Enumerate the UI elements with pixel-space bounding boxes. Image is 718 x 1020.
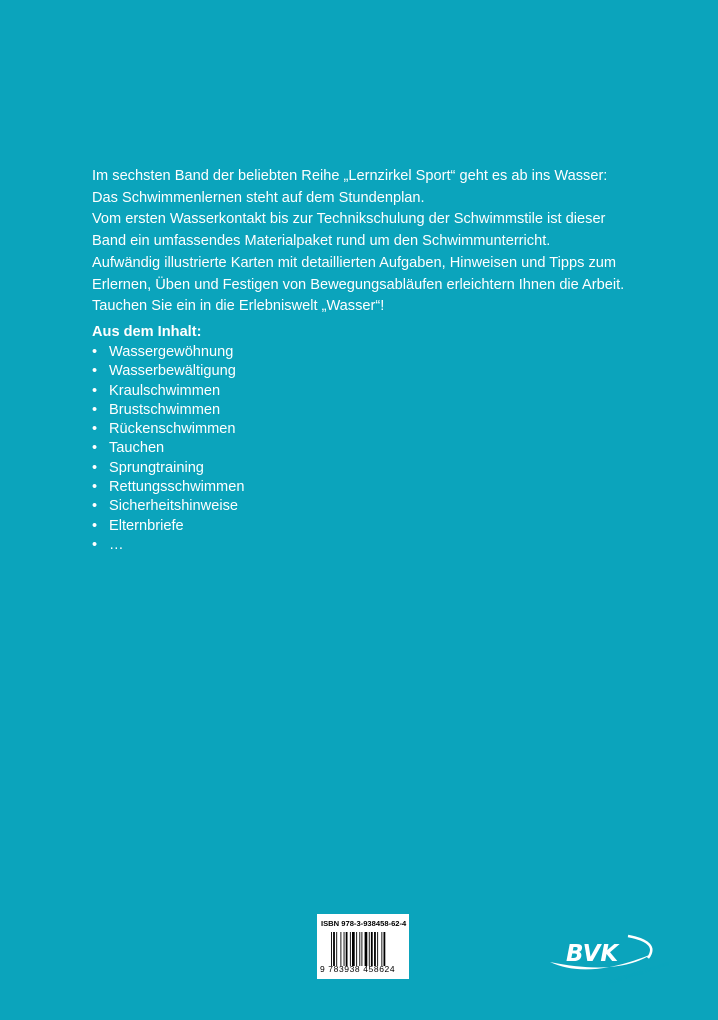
list-item: • Kraulschwimmen xyxy=(92,382,244,401)
list-item: • Sicherheitshinweise xyxy=(92,497,244,516)
barcode-digits: 9 783938 458624 xyxy=(320,964,396,974)
list-item: • Wasserbewältigung xyxy=(92,362,244,381)
intro-line: Das Schwimmenlernen steht auf dem Stundenplan. xyxy=(92,189,425,206)
svg-text:BVK: BVK xyxy=(566,941,619,967)
publisher-logo xyxy=(548,932,671,987)
intro-line: Im sechsten Band der beliebten Reihe „Lernzirkel Sport“ geht es ab ins Wasser: xyxy=(92,168,608,184)
list-item: • Wassergewöhnung xyxy=(92,343,244,362)
barcode-icon xyxy=(331,932,401,966)
list-item: • Sprungtraining xyxy=(92,459,244,478)
contents-heading: Aus dem Inhalt: xyxy=(92,324,202,340)
description-text xyxy=(92,166,692,318)
contents-list xyxy=(92,343,244,555)
list-item: • … xyxy=(92,536,244,555)
intro-line: Erlernen, Üben und Festigen von Bewegungsabläufen erleichtern Ihnen die Arbeit. xyxy=(92,276,625,293)
list-item: • Brustschwimmen xyxy=(92,401,244,420)
intro-line: Tauchen Sie ein in die Erlebniswelt „Wasser“! xyxy=(92,298,385,315)
intro-line: Aufwändig illustrierte Karten mit detaillierten Aufgaben, Hinweisen und Tipps zum xyxy=(92,254,617,271)
bvk-logo-icon xyxy=(548,932,671,987)
list-item: • Tauchen xyxy=(92,439,244,458)
intro-line: Band ein umfassendes Materialpaket rund um den Schwimmunterricht. xyxy=(92,233,551,250)
isbn-barcode xyxy=(317,914,409,979)
isbn-label: ISBN 978-3-938458-62-4 xyxy=(321,919,407,928)
list-item: • Rettungsschwimmen xyxy=(92,478,244,497)
list-item: • Rückenschwimmen xyxy=(92,420,244,439)
svg-text:Buch Verlag Kempen: Buch Verlag Kempen xyxy=(607,960,671,987)
list-item: • Elternbriefe xyxy=(92,517,244,536)
intro-line: Vom ersten Wasserkontakt bis zur Technikschulung der Schwimmstile ist dieser xyxy=(92,211,606,228)
